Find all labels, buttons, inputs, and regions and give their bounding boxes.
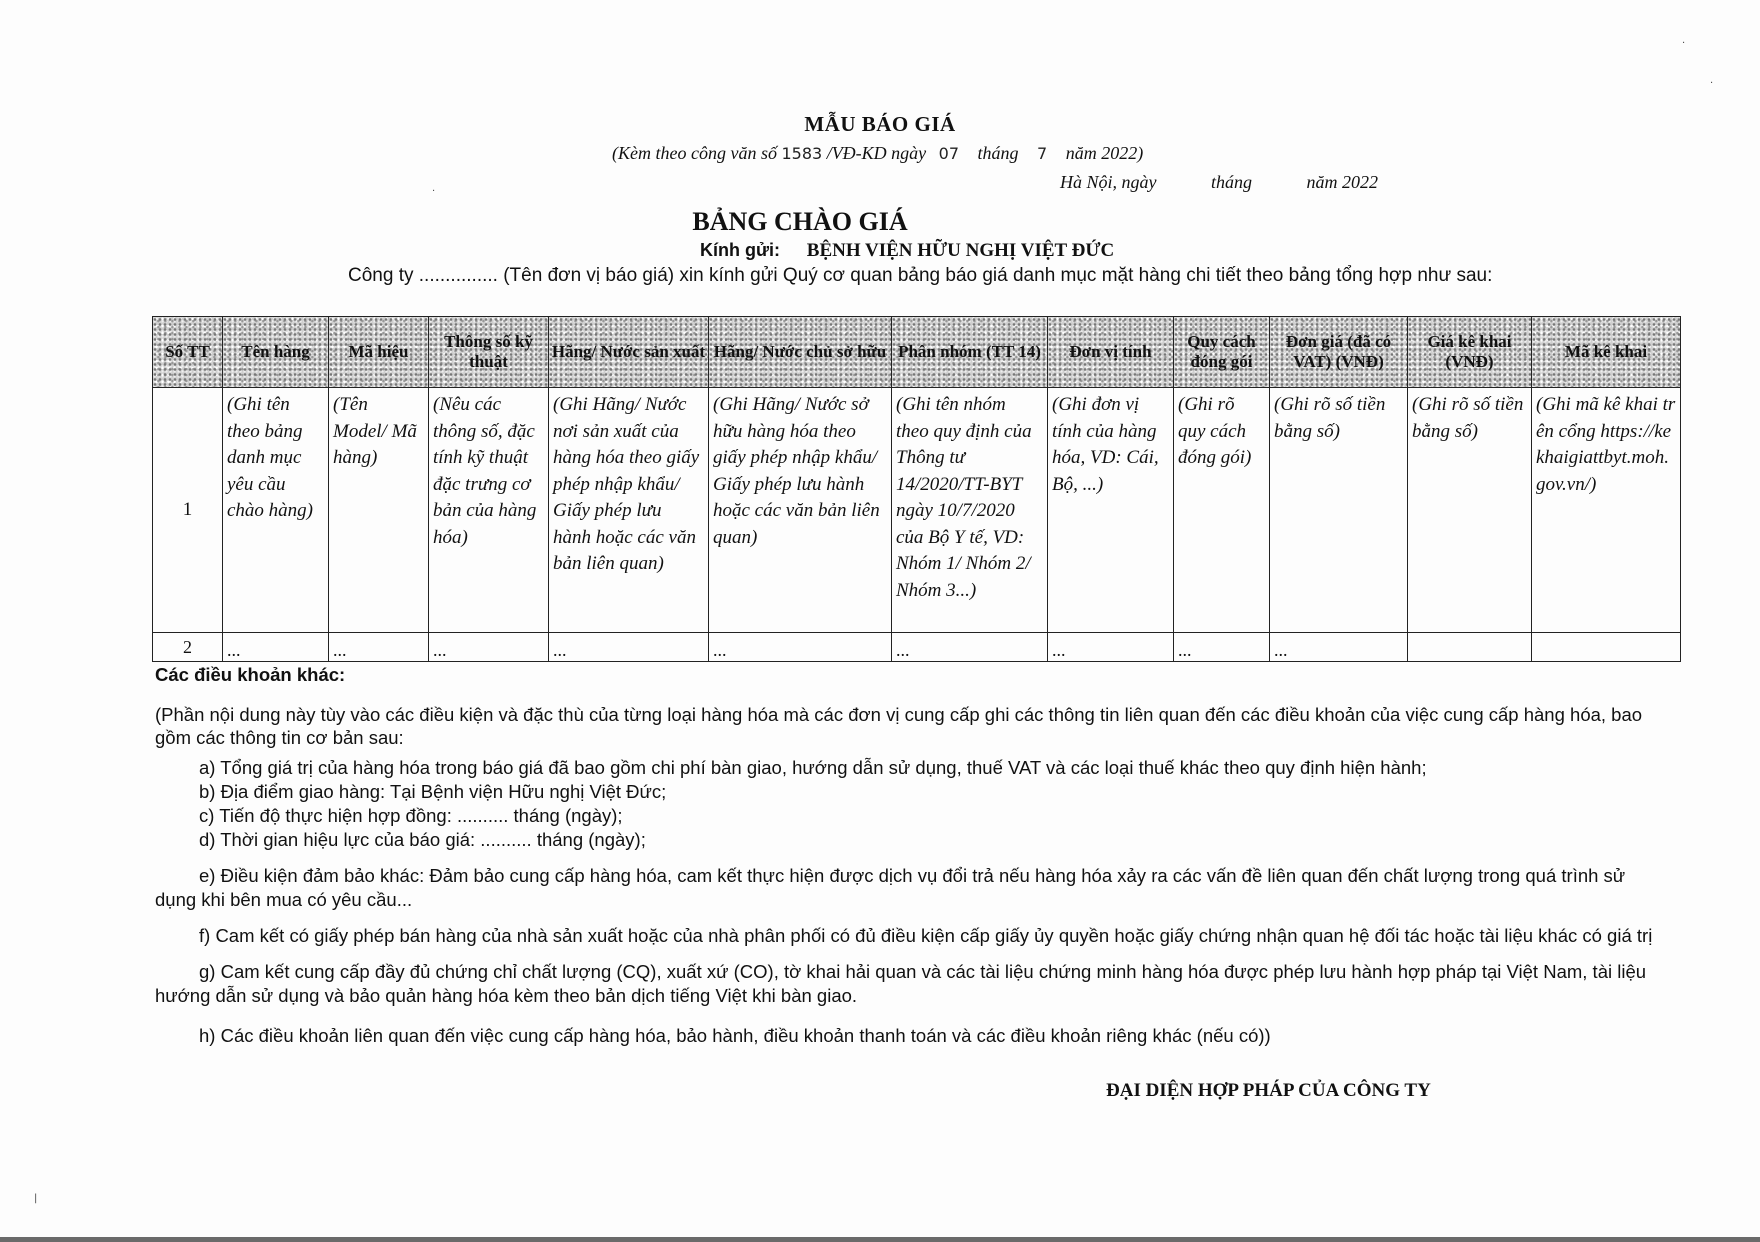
col-header-owner: Hãng/ Nước chủ sở hữu <box>709 317 892 388</box>
col-header-declared-price: Giá kê khai (VNĐ) <box>1408 317 1532 388</box>
year-label: năm 2022 <box>1306 172 1379 192</box>
table-cell: ... <box>709 633 892 662</box>
table-cell: ... <box>223 633 329 662</box>
scan-speck: · <box>1682 38 1686 49</box>
quotation-table <box>152 316 1681 662</box>
scan-speck: · <box>1710 78 1714 89</box>
attach-month-label: tháng <box>977 143 1019 163</box>
term-g-line2: hướng dẫn sử dụng và bảo quản hàng hóa kèm theo bản dịch tiếng Việt khi bàn giao. <box>155 985 858 1006</box>
header-row <box>153 317 1681 388</box>
col-header-no: Số TT <box>153 317 223 388</box>
term-h: h) Các điều khoản liên quan đến việc cung cấp hàng hóa, bảo hành, điều khoản thanh toán và các điều khoản riêng khác (nếu có)) <box>199 1025 1271 1046</box>
handwritten-day: 07 <box>938 144 960 163</box>
scan-speck: · <box>432 186 436 197</box>
handwritten-doc-number: 1583 <box>781 144 823 163</box>
term-f: f) Cam kết có giấy phép bán hàng của nhà sản xuất hoặc của nhà phân phối có đủ điều kiện cấp giấy ủy quyền hoặc giấy chứng nhận quan hệ đối tác hoặc tài liệu khác có giá trị <box>199 925 1653 946</box>
table-cell <box>1408 633 1532 662</box>
table-title: BẢNG CHÀO GIÁ <box>692 207 908 236</box>
table-cell: (Ghi rõ quy cách đóng gói) <box>1174 388 1270 633</box>
table-cell: ... <box>1174 633 1270 662</box>
row-number: 1 <box>153 388 223 633</box>
table-cell <box>1532 633 1681 662</box>
table-cell: (Ghi tên nhóm theo quy định của Thông tư 14/2020/TT-BYT ngày 10/7/2020 của Bộ Y tế, VD: Nhóm 1/ Nhóm 2/ Nhóm 3...) <box>892 388 1048 633</box>
col-header-unit-price: Đơn giá (đã có VAT) (VNĐ) <box>1270 317 1408 388</box>
col-header-declaration-code: Mã kê khai <box>1532 317 1681 388</box>
table-cell: ... <box>329 633 429 662</box>
table-cell: ... <box>429 633 549 662</box>
term-a: a) Tổng giá trị của hàng hóa trong báo giá đã bao gồm chi phí bàn giao, hướng dẫn sử dụng, thuế VAT và các loại thuế khác theo quy định hiện hành; <box>199 757 1427 778</box>
col-header-packing: Quy cách đóng gói <box>1174 317 1270 388</box>
month-label: tháng <box>1211 172 1253 192</box>
table-cell: ... <box>892 633 1048 662</box>
row-number: 2 <box>153 633 223 662</box>
col-header-unit: Đơn vị tính <box>1048 317 1174 388</box>
col-header-name: Tên hàng <box>223 317 329 388</box>
terms-intro-line2: gồm các thông tin cơ bản sau: <box>155 727 404 748</box>
place-date-line <box>1060 172 1378 193</box>
scan-speck: | <box>34 1193 38 1204</box>
intro-text: Công ty ............... (Tên đơn vị báo giá) xin kính gửi Quý cơ quan bảng báo giá danh mục mặt hàng chi tiết theo bảng tổng hợp như sau: <box>348 265 1493 286</box>
table-cell: ... <box>549 633 709 662</box>
col-header-manufacturer: Hãng/ Nước sản xuất <box>549 317 709 388</box>
attachment-reference <box>612 143 1143 164</box>
term-g-line1: g) Cam kết cung cấp đầy đủ chứng chỉ chất lượng (CQ), xuất xứ (CO), tờ khai hải quan và các tài liệu chứng minh hàng hóa được phép lưu hành hợp pháp tại Việt Nam, tài liệu <box>199 961 1647 982</box>
handwritten-month: 7 <box>1037 144 1048 163</box>
table-cell: ... <box>1048 633 1174 662</box>
scan-bottom-edge <box>0 1237 1760 1242</box>
terms-intro-line1: (Phần nội dung này tùy vào các điều kiện và đặc thù của từng loại hàng hóa mà các đơn vị cung cấp ghi các thông tin liên quan đến các điều khoản của việc cung cấp hàng hóa, bao <box>155 704 1643 725</box>
table-row <box>153 388 1681 633</box>
col-header-group: Phân nhóm (TT 14) <box>892 317 1048 388</box>
table-cell: (Ghi rõ số tiền bằng số) <box>1408 388 1532 633</box>
attach-prefix: (Kèm theo công văn số <box>612 143 777 163</box>
table-cell: (Nêu các thông số, đặc tính kỹ thuật đặc trưng cơ bản của hàng hóa) <box>429 388 549 633</box>
table-cell: (Ghi tên theo bảng danh mục yêu cầu chào hàng) <box>223 388 329 633</box>
table-cell: (Ghi Hãng/ Nước sở hữu hàng hóa theo giấy phép nhập khẩu/ Giấy phép lưu hành hoặc các văn bản liên quan) <box>709 388 892 633</box>
terms-heading: Các điều khoản khác: <box>155 664 346 685</box>
table-cell: (Tên Model/ Mã hàng) <box>329 388 429 633</box>
table-cell: (Ghi đơn vị tính của hàng hóa, VD: Cái, Bộ, ...) <box>1048 388 1174 633</box>
term-e-line1: e) Điều kiện đảm bảo khác: Đảm bảo cung cấp hàng hóa, cam kết thực hiện được dịch vụ đổi trả nếu hàng hóa xảy ra các vấn đề liên quan đến chất lượng trong quá trình sử <box>199 865 1626 886</box>
term-c: c) Tiến độ thực hiện hợp đồng: .......... tháng (ngày); <box>199 805 623 826</box>
recipient: BỆNH VIỆN HỮU NGHỊ VIỆT ĐỨC <box>806 240 1115 261</box>
greeting <box>700 240 1114 262</box>
term-b: b) Địa điểm giao hàng: Tại Bệnh viện Hữu nghị Việt Đức; <box>199 781 667 802</box>
attach-mid: /VĐ-KD ngày <box>826 143 927 163</box>
table-cell: (Ghi mã kê khai trên cổng https://kekhaigiattbyt.moh.gov.vn/) <box>1532 388 1681 633</box>
table-cell: (Ghi rõ số tiền bằng số) <box>1270 388 1408 633</box>
legal-representative-label: ĐẠI DIỆN HỢP PHÁP CỦA CÔNG TY <box>1106 1080 1431 1101</box>
table-cell: (Ghi Hãng/ Nước nơi sản xuất của hàng hóa theo giấy phép nhập khẩu/ Giấy phép lưu hành hoặc các văn bản liên quan) <box>549 388 709 633</box>
term-d: d) Thời gian hiệu lực của báo giá: .......... tháng (ngày); <box>199 829 646 850</box>
table-cell: ... <box>1270 633 1408 662</box>
place-label: Hà Nội, ngày <box>1060 172 1157 192</box>
table-row <box>153 633 1681 662</box>
col-header-code: Mã hiệu <box>329 317 429 388</box>
form-title: MẪU BÁO GIÁ <box>804 112 956 136</box>
term-e-line2: dụng khi bên mua có yêu cầu... <box>155 889 413 910</box>
col-header-specs: Thông số kỹ thuật <box>429 317 549 388</box>
greeting-label: Kính gửi: <box>700 240 781 260</box>
attach-year: năm 2022) <box>1065 143 1144 163</box>
